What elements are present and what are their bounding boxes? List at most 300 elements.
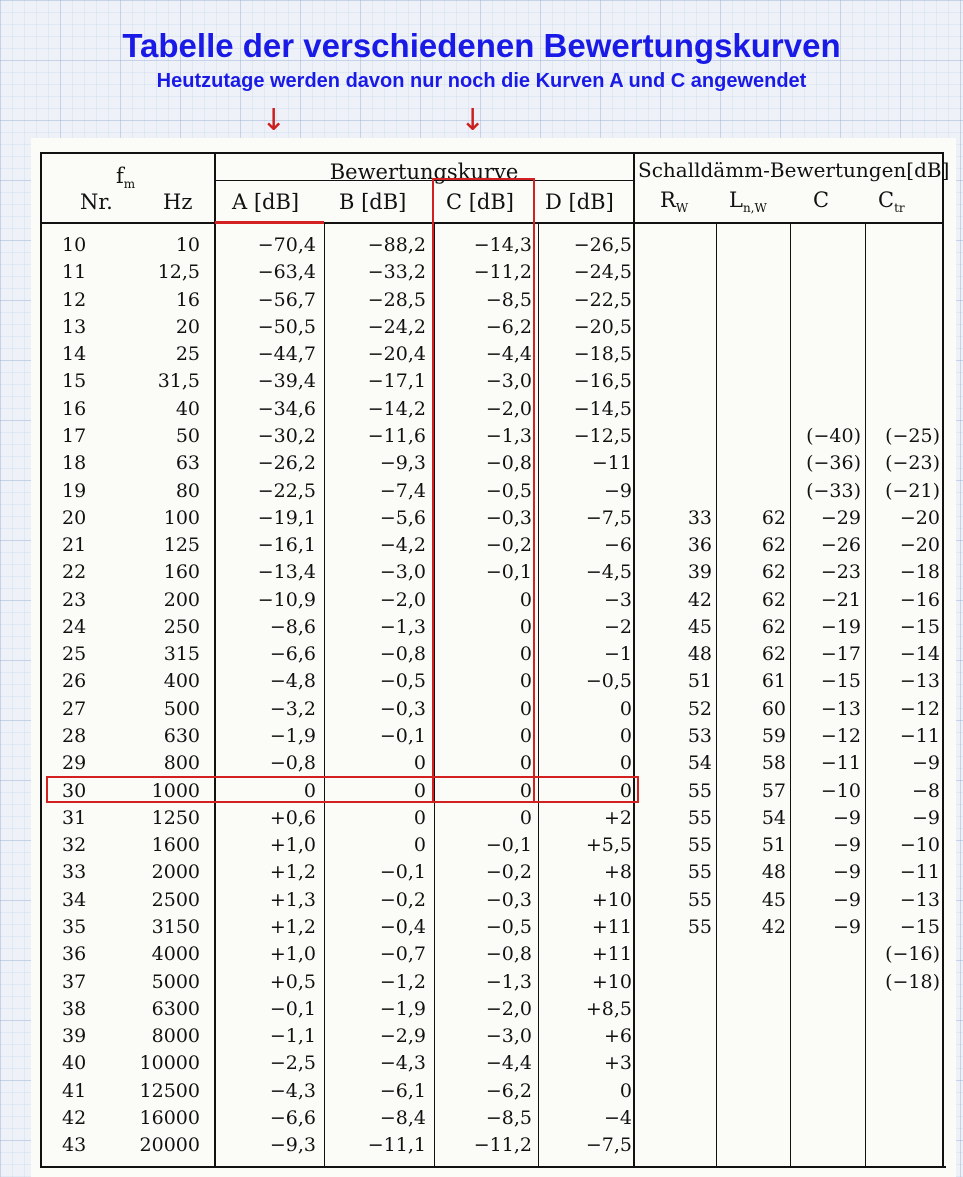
cell-rw: [640, 423, 712, 450]
cell-hz: 8000: [151, 1025, 200, 1047]
cell-b: −11,1: [367, 1134, 426, 1156]
cell-hz: 6300: [151, 998, 200, 1020]
cell-sc: −13: [820, 698, 861, 720]
cell-lnw: [720, 232, 786, 259]
cell-nr: 13: [62, 316, 87, 338]
cell-sc: [794, 259, 861, 286]
header-fm: $f_m$: [116, 164, 136, 192]
cell-b: 0: [413, 834, 426, 856]
header-bewertungskurve: Bewertungskurve: [329, 160, 519, 184]
cell-nr: 43: [62, 1134, 87, 1156]
cell-ctr: −20: [899, 534, 940, 556]
cell-d: −18,5: [573, 343, 632, 365]
header-nr: Nr.: [80, 190, 113, 214]
cell-b: −11,6: [367, 425, 426, 447]
header-rw: $R_W$: [660, 188, 689, 216]
cell-hz: 3150: [151, 916, 200, 938]
cell-a: −0,8: [269, 752, 316, 774]
cell-hz: 10000: [139, 1052, 200, 1074]
cell-d: 0: [619, 752, 632, 774]
cell-b: −28,5: [367, 289, 426, 311]
cell-ctr: (−18): [885, 971, 940, 993]
cell-nr: 42: [62, 1107, 87, 1129]
cell-a: +0,5: [269, 971, 316, 993]
cell-a: +1,2: [269, 861, 316, 883]
cell-c: −3,0: [485, 370, 532, 392]
cell-c: −6,2: [485, 316, 532, 338]
cell-hz: 16000: [139, 1107, 200, 1129]
cell-lnw: [720, 941, 786, 968]
cell-sc: (−33): [806, 480, 861, 502]
cell-d: +10: [591, 971, 632, 993]
cell-b: 0: [413, 807, 426, 829]
cell-c: 0: [519, 589, 532, 611]
cell-rw: [640, 450, 712, 477]
cell-sc: −23: [820, 561, 861, 583]
cell-lnw: 57: [761, 780, 786, 802]
cell-ctr: −9: [911, 752, 940, 774]
cell-ctr: −18: [899, 561, 940, 583]
cell-a: −13,4: [257, 561, 316, 583]
cell-rw: 55: [687, 916, 712, 938]
cell-c: 0: [519, 670, 532, 692]
cell-ctr: (−25): [885, 425, 940, 447]
header-schalldaemm: Schalldämm-Bewertungen[dB]: [638, 158, 950, 182]
cell-lnw: [720, 259, 786, 286]
cell-rw: [640, 478, 712, 505]
cell-d: −7,5: [585, 1134, 632, 1156]
cell-d: +6: [603, 1025, 632, 1047]
cell-sc: −29: [820, 507, 861, 529]
cell-hz: 5000: [151, 971, 200, 993]
cell-sc: [794, 1105, 861, 1132]
cell-sc: [794, 341, 861, 368]
cell-b: −0,1: [379, 861, 426, 883]
cell-nr: 28: [62, 725, 87, 747]
cell-b: −17,1: [367, 370, 426, 392]
cell-rw: 48: [687, 643, 712, 665]
cell-hz: 2500: [151, 889, 200, 911]
cell-d: −11: [591, 452, 632, 474]
cell-ctr: −11: [899, 725, 940, 747]
cell-a: −9,3: [269, 1134, 316, 1156]
cell-a: 0: [303, 780, 316, 802]
cell-rw: 55: [687, 780, 712, 802]
cell-ctr: (−21): [885, 480, 940, 502]
cell-b: −9,3: [379, 452, 426, 474]
cell-lnw: 59: [761, 725, 786, 747]
cell-a: −4,8: [269, 670, 316, 692]
cell-a: +1,0: [269, 834, 316, 856]
cell-lnw: 58: [761, 752, 786, 774]
cell-ctr: −15: [899, 616, 940, 638]
cell-nr: 31: [62, 807, 87, 829]
cell-a: −19,1: [257, 507, 316, 529]
cell-sc: [794, 1132, 861, 1159]
cell-b: −88,2: [367, 234, 426, 256]
cell-lnw: 51: [761, 834, 786, 856]
cell-hz: 20000: [139, 1134, 200, 1156]
cell-a: −1,1: [269, 1025, 316, 1047]
cell-b: 0: [413, 752, 426, 774]
cell-c: −11,2: [473, 1134, 532, 1156]
cell-ctr: [869, 396, 940, 423]
cell-c: 0: [519, 643, 532, 665]
cell-sc: [794, 1078, 861, 1105]
cell-ctr: [869, 341, 940, 368]
cell-nr: 25: [62, 643, 87, 665]
cell-ctr: −13: [899, 889, 940, 911]
cell-sc: [794, 396, 861, 423]
cell-rw: [640, 1023, 712, 1050]
cell-b: −4,3: [379, 1052, 426, 1074]
cell-lnw: 60: [761, 698, 786, 720]
cell-nr: 16: [62, 398, 87, 420]
cell-c: 0: [519, 752, 532, 774]
cell-lnw: 54: [761, 807, 786, 829]
cell-sc: [794, 941, 861, 968]
cell-c: −0,5: [485, 916, 532, 938]
cell-a: −63,4: [257, 261, 316, 283]
cell-hz: 500: [163, 698, 200, 720]
cell-c: −0,5: [485, 480, 532, 502]
cell-sc: −19: [820, 616, 861, 638]
cell-ctr: [869, 1078, 940, 1105]
cell-rw: [640, 1050, 712, 1077]
cell-sc: [794, 996, 861, 1023]
cell-nr: 27: [62, 698, 87, 720]
cell-sc: −9: [832, 834, 861, 856]
cell-hz: 125: [163, 534, 200, 556]
cell-d: 0: [619, 725, 632, 747]
cell-lnw: 62: [761, 643, 786, 665]
cell-hz: 16: [175, 289, 200, 311]
cell-nr: 12: [62, 289, 87, 311]
cell-hz: 160: [163, 561, 200, 583]
cell-lnw: [720, 341, 786, 368]
cell-ctr: [869, 368, 940, 395]
highlight-c-column: [432, 178, 535, 803]
cell-lnw: 42: [761, 916, 786, 938]
cell-ctr: [869, 996, 940, 1023]
cell-d: −1: [603, 643, 632, 665]
cell-b: −1,3: [379, 616, 426, 638]
cell-a: −70,4: [257, 234, 316, 256]
cell-sc: −12: [820, 725, 861, 747]
cell-sc: (−40): [806, 425, 861, 447]
cell-a: −16,1: [257, 534, 316, 556]
cell-d: −6: [603, 534, 632, 556]
header-b: B [dB]: [339, 190, 407, 214]
cell-d: −4: [603, 1107, 632, 1129]
cell-b: −7,4: [379, 480, 426, 502]
cell-nr: 32: [62, 834, 87, 856]
cell-sc: −15: [820, 670, 861, 692]
cell-hz: 1600: [151, 834, 200, 856]
cell-ctr: −11: [899, 861, 940, 883]
cell-hz: 50: [175, 425, 200, 447]
cell-c: −0,2: [485, 534, 532, 556]
cell-nr: 37: [62, 971, 87, 993]
cell-rw: [640, 232, 712, 259]
cell-rw: [640, 259, 712, 286]
cell-rw: 55: [687, 861, 712, 883]
cell-lnw: [720, 969, 786, 996]
cell-nr: 14: [62, 343, 87, 365]
cell-a: −10,9: [257, 589, 316, 611]
cell-nr: 40: [62, 1052, 87, 1074]
cell-rw: 55: [687, 889, 712, 911]
cell-ctr: (−16): [885, 943, 940, 965]
cell-nr: 41: [62, 1080, 87, 1102]
cell-sc: [794, 287, 861, 314]
cell-lnw: [720, 996, 786, 1023]
cell-c: −2,0: [485, 398, 532, 420]
cell-a: −8,6: [269, 616, 316, 638]
header-d: D [dB]: [545, 190, 614, 214]
cell-c: −11,2: [473, 261, 532, 283]
cell-hz: 25: [175, 343, 200, 365]
cell-sc: −9: [832, 861, 861, 883]
cell-nr: 30: [62, 780, 87, 802]
cell-hz: 31,5: [157, 370, 200, 392]
cell-d: −4,5: [585, 561, 632, 583]
cell-a: +1,3: [269, 889, 316, 911]
arrow-a-icon: ↓: [261, 103, 287, 138]
cell-b: −0,8: [379, 643, 426, 665]
cell-ctr: [869, 1050, 940, 1077]
cell-b: −1,2: [379, 971, 426, 993]
cell-nr: 24: [62, 616, 87, 638]
cell-ctr: −13: [899, 670, 940, 692]
cell-a: −56,7: [257, 289, 316, 311]
cell-rw: [640, 1105, 712, 1132]
cell-c: 0: [519, 725, 532, 747]
cell-c: −0,1: [485, 561, 532, 583]
cell-b: −0,7: [379, 943, 426, 965]
cell-nr: 18: [62, 452, 87, 474]
cell-c: −0,3: [485, 507, 532, 529]
cell-d: +11: [591, 916, 632, 938]
cell-c: 0: [519, 807, 532, 829]
cell-rw: 52: [687, 698, 712, 720]
cell-d: −26,5: [573, 234, 632, 256]
cell-sc: [794, 969, 861, 996]
cell-b: −6,1: [379, 1080, 426, 1102]
cell-nr: 22: [62, 561, 87, 583]
cell-a: −30,2: [257, 425, 316, 447]
cell-rw: 42: [687, 589, 712, 611]
cell-ctr: −14: [899, 643, 940, 665]
cell-lnw: 61: [761, 670, 786, 692]
cell-hz: 4000: [151, 943, 200, 965]
cell-a: −2,5: [269, 1052, 316, 1074]
cell-sc: [794, 1050, 861, 1077]
cell-lnw: [720, 287, 786, 314]
cell-hz: 100: [163, 507, 200, 529]
cell-sc: −9: [832, 889, 861, 911]
cell-d: 0: [619, 698, 632, 720]
cell-sc: −11: [820, 752, 861, 774]
header-ctr: $C_{tr}$: [878, 188, 905, 216]
page-subtitle: Heutzutage werden davon nur noch die Kurven A und C angewendet: [156, 70, 807, 92]
cell-ctr: −10: [899, 834, 940, 856]
cell-ctr: −12: [899, 698, 940, 720]
cell-b: −3,0: [379, 561, 426, 583]
cell-a: −0,1: [269, 998, 316, 1020]
cell-rw: 39: [687, 561, 712, 583]
cell-a: −34,6: [257, 398, 316, 420]
cell-lnw: 45: [761, 889, 786, 911]
cell-rw: 53: [687, 725, 712, 747]
cell-hz: 250: [163, 616, 200, 638]
cell-lnw: [720, 1132, 786, 1159]
cell-hz: 400: [163, 670, 200, 692]
cell-rw: 55: [687, 807, 712, 829]
cell-b: −0,2: [379, 889, 426, 911]
cell-c: −2,0: [485, 998, 532, 1020]
cell-ctr: [869, 1023, 940, 1050]
cell-hz: 2000: [151, 861, 200, 883]
cell-nr: 38: [62, 998, 87, 1020]
cell-c: −14,3: [473, 234, 532, 256]
cell-hz: 12,5: [157, 261, 200, 283]
cell-b: −14,2: [367, 398, 426, 420]
cell-rw: 54: [687, 752, 712, 774]
cell-a: −6,6: [269, 643, 316, 665]
cell-lnw: 62: [761, 616, 786, 638]
cell-hz: 12500: [139, 1080, 200, 1102]
cell-c: −4,4: [485, 1052, 532, 1074]
highlight-a-underline: [215, 221, 324, 224]
cell-nr: 36: [62, 943, 87, 965]
cell-sc: −26: [820, 534, 861, 556]
cell-sc: [794, 314, 861, 341]
cell-d: +5,5: [585, 834, 632, 856]
cell-sc: −21: [820, 589, 861, 611]
highlight-row-1000hz: [46, 776, 639, 803]
cell-nr: 29: [62, 752, 87, 774]
cell-sc: [794, 1023, 861, 1050]
cell-lnw: [720, 314, 786, 341]
cell-c: 0: [519, 616, 532, 638]
cell-ctr: [869, 314, 940, 341]
cell-a: −4,3: [269, 1080, 316, 1102]
cell-lnw: [720, 450, 786, 477]
cell-sc: −9: [832, 807, 861, 829]
cell-nr: 35: [62, 916, 87, 938]
cell-c: −1,3: [485, 425, 532, 447]
cell-d: −3: [603, 589, 632, 611]
cell-c: −0,8: [485, 452, 532, 474]
header-lnw: $L_{n,W}$: [729, 188, 767, 216]
cell-a: −3,2: [269, 698, 316, 720]
cell-d: −9: [603, 480, 632, 502]
cell-b: −5,6: [379, 507, 426, 529]
cell-hz: 20: [175, 316, 200, 338]
cell-nr: 26: [62, 670, 87, 692]
cell-d: −22,5: [573, 289, 632, 311]
cell-rw: [640, 368, 712, 395]
cell-lnw: [720, 368, 786, 395]
cell-nr: 23: [62, 589, 87, 611]
cell-d: 0: [619, 1080, 632, 1102]
cell-rw: [640, 341, 712, 368]
cell-lnw: [720, 1105, 786, 1132]
cell-ctr: −16: [899, 589, 940, 611]
cell-b: −0,3: [379, 698, 426, 720]
cell-a: +1,0: [269, 943, 316, 965]
cell-lnw: [720, 396, 786, 423]
cell-d: 0: [619, 780, 632, 802]
cell-d: −12,5: [573, 425, 632, 447]
cell-ctr: [869, 259, 940, 286]
cell-sc: −9: [832, 916, 861, 938]
cell-rw: 33: [687, 507, 712, 529]
cell-lnw: [720, 423, 786, 450]
header-sc: C: [813, 188, 830, 212]
cell-d: +3: [603, 1052, 632, 1074]
cell-nr: 39: [62, 1025, 87, 1047]
cell-b: −2,0: [379, 589, 426, 611]
cell-rw: 51: [687, 670, 712, 692]
cell-a: +0,6: [269, 807, 316, 829]
cell-rw: [640, 996, 712, 1023]
cell-c: −0,3: [485, 889, 532, 911]
cell-c: −3,0: [485, 1025, 532, 1047]
cell-d: +8: [603, 861, 632, 883]
cell-lnw: 62: [761, 589, 786, 611]
cell-nr: 15: [62, 370, 87, 392]
cell-nr: 33: [62, 861, 87, 883]
cell-d: −0,5: [585, 670, 632, 692]
cell-rw: [640, 1078, 712, 1105]
cell-c: −8,5: [485, 289, 532, 311]
cell-lnw: [720, 1078, 786, 1105]
cell-d: −14,5: [573, 398, 632, 420]
cell-nr: 17: [62, 425, 87, 447]
cell-c: −0,1: [485, 834, 532, 856]
cell-b: −1,9: [379, 998, 426, 1020]
cell-d: −2: [603, 616, 632, 638]
cell-a: −44,7: [257, 343, 316, 365]
cell-hz: 315: [163, 643, 200, 665]
cell-a: −39,4: [257, 370, 316, 392]
cell-d: +8,5: [585, 998, 632, 1020]
cell-d: −7,5: [585, 507, 632, 529]
cell-ctr: [869, 1105, 940, 1132]
cell-c: −8,5: [485, 1107, 532, 1129]
cell-lnw: 62: [761, 534, 786, 556]
cell-c: −6,2: [485, 1080, 532, 1102]
cell-b: −33,2: [367, 261, 426, 283]
cell-hz: 80: [175, 480, 200, 502]
cell-rw: 45: [687, 616, 712, 638]
cell-sc: −10: [820, 780, 861, 802]
cell-b: −24,2: [367, 316, 426, 338]
cell-rw: 36: [687, 534, 712, 556]
cell-c: 0: [519, 698, 532, 720]
cell-ctr: −9: [911, 807, 940, 829]
cell-b: −0,4: [379, 916, 426, 938]
cell-hz: 10: [175, 234, 200, 256]
cell-rw: [640, 287, 712, 314]
cell-nr: 19: [62, 480, 87, 502]
cell-nr: 20: [62, 507, 87, 529]
cell-hz: 40: [175, 398, 200, 420]
cell-b: −4,2: [379, 534, 426, 556]
cell-hz: 800: [163, 752, 200, 774]
